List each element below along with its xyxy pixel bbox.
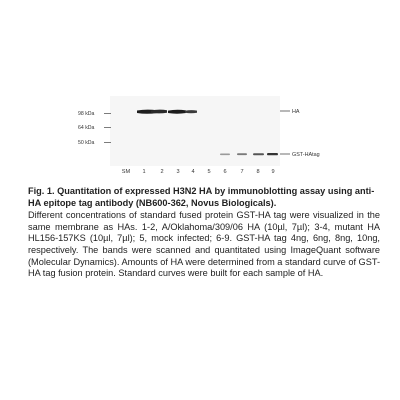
caption-heading: Fig. 1. Quantitation of expressed H3N2 HA by immunoblotting assay using anti-HA epitope tag antibody (NB600-362, Novus Biologicals). (28, 186, 375, 208)
marker-label-98: 98 kDa (78, 111, 95, 117)
gst-band-lane-6 (220, 154, 230, 156)
figure-caption (28, 186, 380, 280)
marker-label-64: 64 kDa (78, 125, 95, 131)
lane-label-sm: SM (121, 169, 131, 175)
lane-label-8: 8 (256, 169, 260, 175)
gst-band-lane-8 (253, 153, 264, 155)
lane-label-1: 1 (142, 169, 146, 175)
gst-label: GST-HAtag (292, 152, 320, 158)
lane-label-6: 6 (223, 169, 227, 175)
gst-band-lane-9 (267, 153, 278, 155)
ha-band-lane-2 (151, 110, 167, 114)
caption-body: Different concentrations of standard fused protein GST-HA tag were visualized in the same membrane as HAs. 1-2, A/Oklahoma/309/06 HA (10µl, 7µl); 3-4, mutant HA HL156-157KS (10µl, 7µl); 5, mock infected; 6-9. GST-HA tag 4ng, 6ng, 8ng, 10ng, respectively. The bands were scanned and quantitated using ImageQuant software (Molecular Dynamics). Amounts of HA were determined from a standard curve of GST-HA tag fusion protein. Standard curves were built for each sample of HA. (28, 210, 380, 279)
gst-band-lane-7 (237, 153, 247, 155)
lane-label-2: 2 (160, 169, 164, 175)
lane-label-7: 7 (240, 169, 244, 175)
western-blot-image (0, 0, 400, 185)
lane-label-3: 3 (176, 169, 180, 175)
lane-label-5: 5 (207, 169, 211, 175)
ha-band-lane-3 (168, 110, 186, 114)
ha-band-lane-4 (185, 110, 197, 113)
lane-label-9: 9 (271, 169, 275, 175)
ha-label: HA (292, 109, 300, 115)
lane-labels (122, 169, 275, 175)
membrane-background (110, 96, 280, 166)
lane-label-4: 4 (191, 169, 195, 175)
marker-label-50: 50 kDa (78, 140, 95, 146)
